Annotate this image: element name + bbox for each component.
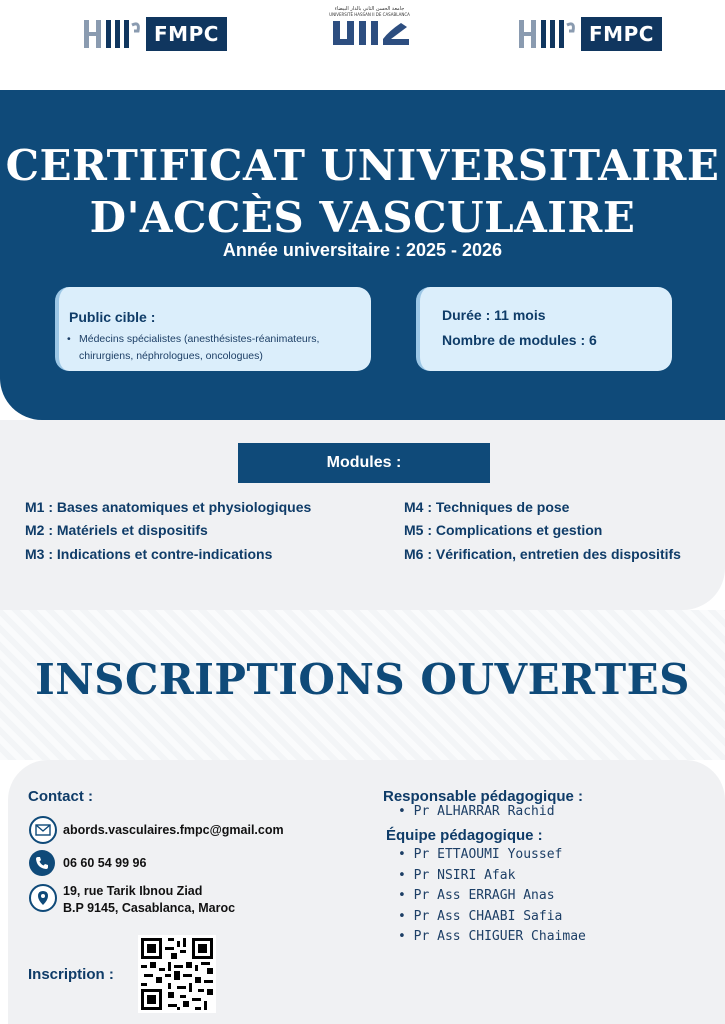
address-line2: B.P 9145, Casablanca, Maroc	[63, 901, 236, 915]
nombre-modules-text: Nombre de modules : 6	[442, 332, 597, 348]
phone-icon	[29, 850, 55, 876]
contact-address	[63, 883, 235, 917]
fmpc-logo-right	[517, 16, 662, 52]
module-item: M5 : Complications et gestion	[404, 522, 603, 538]
module-item: M2 : Matériels et dispositifs	[25, 522, 208, 538]
team-member: • Pr Ass CHAABI Safia	[398, 909, 563, 924]
team-member-name: Pr NSIRI Afak	[413, 868, 516, 883]
inscription-label: Inscription :	[28, 966, 114, 983]
responsable-name: • Pr ALHARRAR Rachid	[398, 804, 555, 819]
location-pin-icon	[29, 884, 57, 912]
duree-text: Durée : 11 mois	[442, 307, 546, 323]
module-item: M6 : Vérification, entretien des dispositifs	[404, 546, 681, 562]
bullet-icon: •	[67, 333, 71, 345]
team-member: • Pr ETTAOUMI Youssef	[398, 847, 563, 862]
address-line1: 19, rue Tarik Ibnou Ziad	[63, 884, 203, 898]
uh2-emblem-icon	[325, 17, 415, 47]
public-cible-bullet	[67, 331, 359, 365]
certificate-title-line1: CERTIFICAT UNIVERSITAIRE	[5, 141, 720, 190]
fmpc-emblem-icon	[82, 17, 142, 51]
equipe-label: Équipe pédagogique :	[386, 827, 543, 844]
duree-card	[416, 287, 672, 371]
public-cible-line1: Médecins spécialistes (anesthésistes-réanimateurs,	[79, 333, 320, 345]
public-cible-title: Public cible :	[69, 309, 156, 325]
academic-year: Année universitaire : 2025 - 2026	[222, 240, 503, 260]
fmpc-emblem-icon	[517, 17, 577, 51]
certificate-title-line2: D'ACCÈS VASCULAIRE	[89, 193, 636, 242]
contact-email[interactable]: abords.vasculaires.fmpc@gmail.com	[63, 823, 284, 837]
module-item: M1 : Bases anatomiques et physiologiques	[25, 499, 312, 515]
team-member-name: Pr Ass ERRAGH Anas	[413, 888, 555, 903]
university-name-arabic: جامعة الحسن الثاني بالدار البيضاء	[334, 6, 405, 12]
mail-icon	[29, 816, 57, 844]
team-member: • Pr Ass CHIGUER Chaimae	[398, 929, 586, 944]
team-member-name: Pr Ass CHIGUER Chaimae	[413, 929, 586, 944]
contact-label: Contact :	[28, 788, 93, 805]
certificate-title	[0, 140, 725, 244]
team-member-name: Pr Ass CHAABI Safia	[413, 909, 563, 924]
modules-heading: Modules :	[238, 443, 490, 483]
fmpc-logo-text: FMPC	[581, 17, 662, 51]
inscriptions-banner: INSCRIPTIONS OUVERTES	[35, 655, 690, 704]
fmpc-logo-left	[82, 16, 227, 52]
team-member: • Pr NSIRI Afak	[398, 868, 516, 883]
team-member: • Pr Ass ERRAGH Anas	[398, 888, 555, 903]
responsable-label: Responsable pédagogique :	[383, 788, 584, 805]
fmpc-logo-text: FMPC	[146, 17, 227, 51]
module-item: M3 : Indications et contre-indications	[25, 546, 273, 562]
public-cible-card	[55, 287, 371, 371]
module-item: M4 : Techniques de pose	[404, 499, 570, 515]
team-member-name: Pr ETTAOUMI Youssef	[413, 847, 563, 862]
responsable-value: Pr ALHARRAR Rachid	[413, 804, 555, 819]
qr-code-icon[interactable]	[138, 935, 216, 1013]
university-logo	[322, 6, 417, 54]
university-name-french: UNIVERSITÉ HASSAN II DE CASABLANCA	[329, 12, 410, 17]
contact-phone[interactable]: 06 60 54 99 96	[63, 856, 147, 870]
public-cible-line2: chirurgiens, néphrologues, oncologues)	[79, 350, 263, 362]
